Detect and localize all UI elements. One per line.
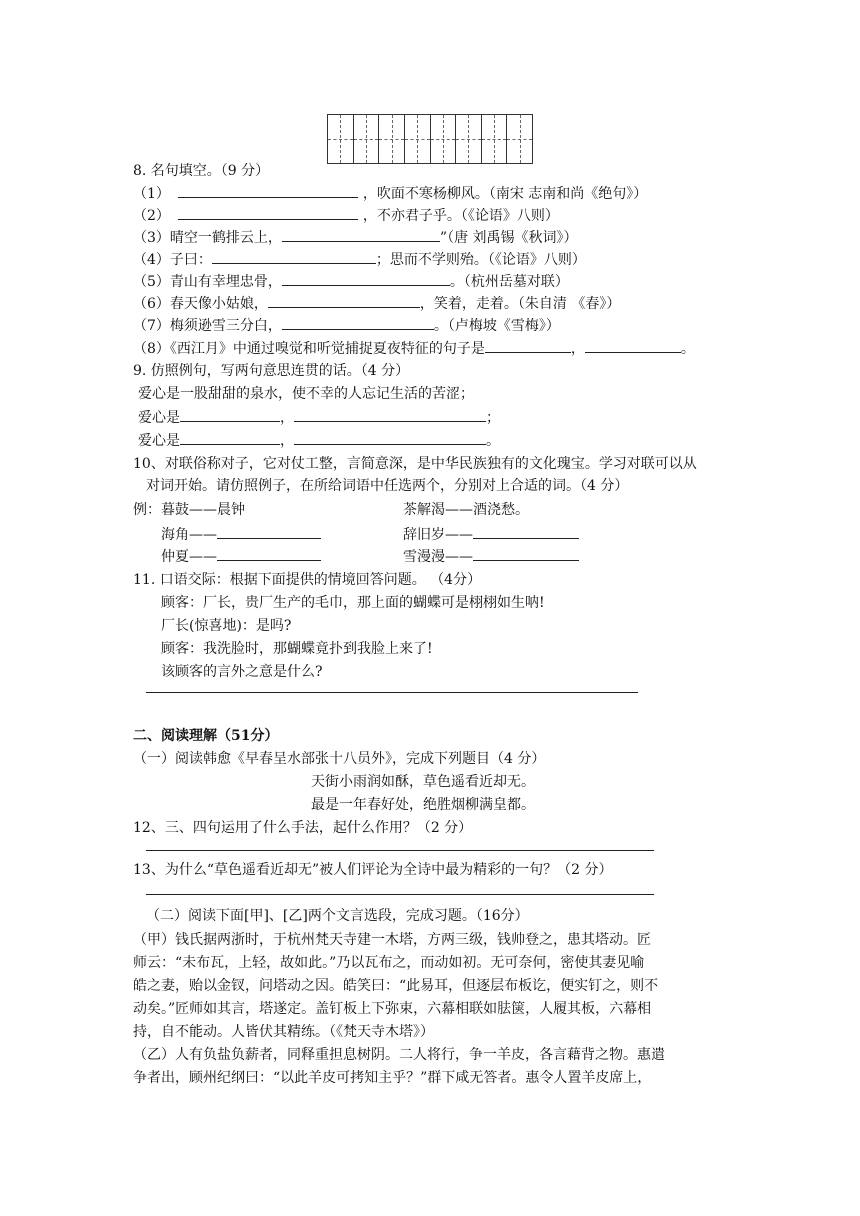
- grid-cell[interactable]: [328, 115, 354, 163]
- grid-cell[interactable]: [456, 115, 482, 163]
- q9-example: 爱心是一股甜甜的泉水，使不幸的人忘记生活的苦涩；: [138, 386, 474, 402]
- q8-item-5: [133, 271, 569, 292]
- couplet-word: 仲夏——: [161, 549, 217, 565]
- passage-jia-line: 持，自不能动。人皆伏其精练。（《梵天寺木塔》）: [133, 1024, 434, 1040]
- item-number: （8）: [133, 341, 170, 357]
- q12-answer-line[interactable]: [146, 850, 654, 851]
- item-number: （1）: [133, 186, 170, 202]
- q10-example-label: 例：: [133, 502, 161, 518]
- item-text: 子曰：: [169, 252, 212, 268]
- q9-comma: ，: [280, 433, 294, 449]
- grid-cell[interactable]: [482, 115, 508, 163]
- answer-blank[interactable]: [294, 430, 486, 445]
- answer-blank[interactable]: [217, 546, 321, 561]
- q9-line-1: [138, 407, 500, 428]
- item-number: （7）: [133, 318, 170, 334]
- item-text: 青山有幸埋忠骨，: [169, 274, 282, 290]
- item-number: （5）: [133, 274, 170, 290]
- q11-title: 11. 口语交际：根据下面提供的情境回答问题。 （4分）: [133, 572, 482, 588]
- answer-blank[interactable]: [217, 524, 321, 539]
- q10-word-1: [161, 524, 321, 545]
- q8-item-6: [133, 293, 620, 314]
- answer-blank[interactable]: [473, 524, 579, 539]
- q8-item-8: [133, 338, 695, 359]
- passage-jia-line: 师云：“未布瓦，上轻，故如此。”乃以瓦布之，而动如初。无可奈何，密使其妻见喻: [133, 955, 645, 971]
- q12-title: 12、三、四句运用了什么手法，起什么作用？（2 分）: [133, 820, 473, 836]
- q10-example-1: 暮鼓——晨钟: [161, 502, 245, 518]
- answer-blank[interactable]: [180, 430, 280, 445]
- answer-blank[interactable]: [282, 227, 440, 242]
- q9-prefix: 爱心是: [138, 410, 180, 426]
- couplet-word: 辞旧岁——: [403, 527, 473, 543]
- q8-item-2: [133, 205, 559, 226]
- grid-cell[interactable]: [354, 115, 380, 163]
- item-text: 。（杭州岳墓对联）: [449, 274, 569, 290]
- passage-yi-line: （乙）人有负盐负薪者，同释重担息树阴。二人将行，争一羊皮，各言藉背之物。惠遣: [133, 1047, 665, 1063]
- q11-answer-line[interactable]: [146, 692, 638, 693]
- couplet-word: 海角——: [161, 527, 217, 543]
- reading-part-2: （二）阅读下面[甲]、[乙]两个文言选段，完成习题。（16分）: [146, 908, 529, 924]
- answer-blank[interactable]: [585, 338, 681, 353]
- reading-part-1: （一）阅读韩愈《早春呈水部张十八员外》，完成下列题目（4 分）: [133, 751, 546, 767]
- q8-item-1: [133, 183, 647, 204]
- q9-line-2: [138, 430, 500, 451]
- answer-blank[interactable]: [180, 407, 280, 422]
- q8-title: 8. 名句填空。（9 分）: [133, 163, 270, 179]
- q10-word-3: [161, 546, 321, 567]
- answer-blank[interactable]: [178, 205, 358, 220]
- item-number: （2）: [133, 208, 170, 224]
- q9-comma: ，: [280, 410, 294, 426]
- passage-jia-line: 动矣。”匠师如其言，塔遂定。盖钉板上下弥束，六幕相联如胠箧，人履其板，六幕相: [133, 1001, 652, 1017]
- grid-cell[interactable]: [405, 115, 431, 163]
- answer-blank[interactable]: [473, 546, 579, 561]
- passage-yi-line: 争者出，顾州纪纲曰：“以此羊皮可拷知主乎？”群下咸无答者。惠令人置羊皮席上，: [133, 1070, 652, 1086]
- item-text: 梅须逊雪三分白，: [169, 318, 282, 334]
- item-text: 《西江月》中通过嗅觉和听觉捕捉夏夜特征的句子是: [169, 341, 485, 357]
- item-text: ，: [570, 341, 585, 357]
- passage-jia-line: （甲）钱氏据两浙时，于杭州梵天寺建一木塔，方两三级，钱帅登之，患其塔动。匠: [133, 932, 651, 948]
- item-number: （3）: [133, 230, 170, 246]
- answer-blank[interactable]: [282, 271, 450, 286]
- item-text: ，笑着，走着。（朱自清 《春》）: [419, 296, 621, 312]
- section-2-title: 二、阅读理解（51分）: [133, 728, 279, 744]
- q13-answer-line[interactable]: [146, 894, 654, 895]
- item-text: 。: [680, 341, 695, 357]
- q10-title-2: 对词开始。请仿照例子，在所给词语中任选两个，分别对上合适的词。（4 分）: [146, 478, 629, 494]
- q10-word-4: [403, 546, 579, 567]
- poem-line-2: 最是一年春好处，绝胜烟柳满皇都。: [311, 797, 535, 813]
- passage-jia-line: 皓之妻，贻以金钗，问塔动之因。皓笑曰：“此易耳，但逐层布板讫，便实钉之，则不: [133, 978, 659, 994]
- item-text: ”（唐 刘禹锡《秋词》）: [439, 230, 578, 246]
- item-text: ；思而不学则殆。（《论语》八则）: [375, 252, 586, 268]
- q8-item-3: [133, 227, 578, 248]
- q10-title: 10、对联俗称对子，它对仗工整，言简意深，是中华民族独有的文化瑰宝。学习对联可以从: [133, 456, 697, 472]
- answer-blank[interactable]: [212, 249, 376, 264]
- grid-cell[interactable]: [507, 115, 532, 163]
- q10-word-2: [403, 524, 579, 545]
- q8-item-4: [133, 249, 586, 270]
- item-text: ，不亦君子乎。（《论语》八则）: [362, 208, 559, 224]
- answer-blank[interactable]: [268, 293, 420, 308]
- item-number: （6）: [133, 296, 170, 312]
- item-text: 晴空一鹤排云上，: [169, 230, 282, 246]
- answer-blank[interactable]: [282, 315, 434, 330]
- q9-end: ；: [486, 410, 500, 426]
- q8-item-7: [133, 315, 560, 336]
- item-text: ，吹面不寒杨柳风。（南宋 志南和尚《绝句》）: [362, 186, 648, 202]
- writing-grid[interactable]: [327, 114, 533, 164]
- q9-end: 。: [486, 433, 500, 449]
- item-text: 春天像小姑娘，: [169, 296, 268, 312]
- answer-blank[interactable]: [178, 183, 358, 198]
- q11-dialogue-2: 厂长(惊喜地)：是吗?: [161, 618, 292, 634]
- item-number: （4）: [133, 252, 170, 268]
- answer-blank[interactable]: [485, 338, 571, 353]
- q9-prefix: 爱心是: [138, 433, 180, 449]
- q9-title: 9. 仿照例句，写两句意思连贯的话。（4 分）: [133, 363, 410, 379]
- grid-cell[interactable]: [431, 115, 457, 163]
- grid-cell[interactable]: [379, 115, 405, 163]
- poem-line-1: 天街小雨润如酥，草色遥看近却无。: [311, 774, 535, 790]
- q13-title: 13、为什么“草色遥看近却无”被人们评论为全诗中最为精彩的一句？（2 分）: [133, 862, 613, 878]
- q10-example-2: 茶解渴——酒浇愁。: [403, 502, 529, 518]
- q11-dialogue-1: 顾客：厂长，贵厂生产的毛巾，那上面的蝴蝶可是栩栩如生呐!: [161, 595, 545, 611]
- q11-question: 该顾客的言外之意是什么?: [161, 664, 323, 680]
- item-text: 。（卢梅坡《雪梅》）: [433, 318, 560, 334]
- q11-dialogue-3: 顾客：我洗脸时，那蝴蝶竟扑到我脸上来了!: [161, 641, 433, 657]
- answer-blank[interactable]: [294, 407, 486, 422]
- couplet-word: 雪漫漫——: [403, 549, 473, 565]
